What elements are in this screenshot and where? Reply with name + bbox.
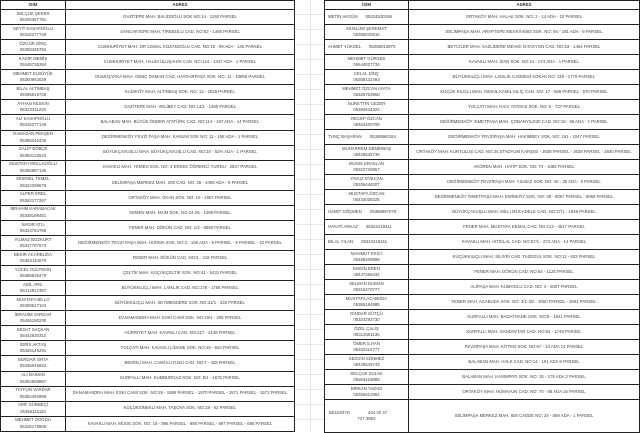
- table-row: [325, 250, 640, 265]
- table-row: [325, 85, 640, 100]
- contact-phone: 05358132493: [353, 77, 380, 82]
- contact-phone: 05442028325: [353, 197, 380, 202]
- header-address: ADRES: [409, 1, 640, 10]
- name-phone-cell: [1, 160, 66, 175]
- name-phone-cell: [1, 175, 66, 190]
- address-cell: DEĞİRMENKÖY FEVZİ PAŞA MAH. HURMA SOK. NO:2 - 156 ADA - 8 PARSEL - 9 PARSEL - 10 PARSEL: [66, 235, 295, 250]
- contact-name: ARİF SÜRBEÇİ: [17, 402, 49, 408]
- address-cell: KÜÇÜK KILIÇLI MAH. İSMAİL KAMİL KILIÇ CAD. NO: 17 - 569 PARSEL - 570 PARSEL: [409, 85, 640, 100]
- contact-name: RECEP ÖZCAN: [351, 115, 382, 121]
- contact-name: HAMİT GÖÇMEN: [328, 208, 362, 214]
- address-cell: SEMEN MAH. NAİM SOK. NO:24-26 - 1489 PARSEL: [66, 205, 295, 220]
- contact-name: SELÇUK SULAK: [350, 370, 383, 376]
- name-phone-cell: [1, 296, 66, 311]
- name-phone-cell: [325, 310, 409, 325]
- contact-name: MUSTAFA BİLLO: [16, 296, 50, 302]
- table-row: [1, 266, 295, 281]
- address-cell: BALABAN MAH. KASIMPATI SOK. NO: 15 - 175 ADA 2 PARSEL: [409, 370, 640, 385]
- address-cell: KURFALLI MAH. BADATHANE SOK. NO:8 - 1621 PARSEL: [409, 310, 640, 325]
- contact-name: TAYFUN VARDAR: [15, 387, 51, 393]
- contact-name: YILMAZ BOZKURT: [14, 236, 52, 242]
- name-phone-cell: [325, 130, 409, 145]
- contact-name: ÖZEL ÇALIŞ: [354, 325, 379, 331]
- address-cell: KURFALLI MAH. SANDAVTAR CAD. NO:84 - 1748 PARSEL: [409, 325, 640, 340]
- table-row: [325, 100, 640, 115]
- address-cell: HÜRRİYET MAH. KAVAKLI CAD. NO:217 - 2148 PARSEL: [66, 326, 295, 341]
- address-cell: KÜÇÜKKILIÇLI MAH. SİLİVRİ CAD. TAZEGÜL SOK. NO:11 - 603 PARSEL: [409, 250, 640, 265]
- table-row: [1, 281, 295, 296]
- contact-phone: 05468209898: [353, 257, 380, 262]
- table-row: [1, 145, 295, 160]
- table-row: [1, 416, 295, 431]
- contact-phone: 05362505867: [19, 378, 47, 384]
- contact-name: ÖMER İLHAN: [353, 340, 380, 346]
- table-row: [1, 190, 295, 205]
- contact-phone: 05464400706: [353, 122, 380, 127]
- table-row: [325, 295, 640, 310]
- belediye-row: [325, 400, 640, 433]
- table-row: [325, 40, 640, 55]
- table-row: [1, 130, 295, 145]
- contact-phone: 05312601135: [353, 332, 380, 337]
- address-cell: BEYCİLER MAH. SAZLIDERE MEVKİİ İSTASYON CAD. NO:63 - 1464 PARSEL: [409, 40, 640, 55]
- contact-name: GALİP BÖBÇE: [18, 146, 48, 152]
- contact-name: MEHMET ELBÜYÜK: [13, 70, 53, 76]
- address-cell: BÜYÜKKILIÇLI MAH. SEYMENDERE SOK. NO:31/1 - 332 PARSEL: [66, 296, 295, 311]
- contact-phone: 05300963029: [19, 77, 47, 83]
- belediye-phone-1: 444 20 47: [368, 409, 388, 415]
- contact-phone: 05325277149: [19, 122, 47, 128]
- contact-phone: 05425549743: [353, 362, 380, 367]
- table-row: [325, 145, 640, 160]
- contact-name: MEHMET ÖZCAN AYATA: [342, 85, 391, 91]
- contact-phone: 05544027734: [353, 62, 380, 67]
- contact-phone: 05363419888: [353, 377, 380, 382]
- address-cell: DEĞİRMENKÖY FEVZİPAŞA MAH. HAKİMBEY SOK. NO: 161 - 1047 PARSEL: [409, 130, 640, 145]
- table-row: [1, 25, 295, 40]
- name-phone-cell: [1, 416, 66, 431]
- table-row: [1, 160, 295, 175]
- name-phone-cell: [1, 266, 66, 281]
- header-name: İSİM: [1, 1, 66, 10]
- name-phone-cell: [325, 265, 409, 280]
- table-header-row: [325, 1, 640, 10]
- name-phone-cell: [325, 385, 409, 400]
- contact-phone: 05383133523: [19, 152, 47, 158]
- contact-phone: 05324418411: [361, 238, 388, 244]
- table-row: [1, 311, 295, 326]
- name-phone-cell: [325, 55, 409, 70]
- name-phone-cell: [1, 386, 66, 401]
- name-phone-cell: [1, 401, 66, 416]
- name-phone-cell: [325, 205, 409, 220]
- name-phone-cell: [325, 190, 409, 205]
- table-row: [325, 310, 640, 325]
- address-cell: YOLÇATI MAH. HACI YATMAZ SOK. NO: 6 - 737 PARSEL: [409, 100, 640, 115]
- name-phone-cell: [1, 55, 66, 70]
- contact-name: SELMAN DUMAN: [349, 280, 384, 286]
- address-cell: ALİPAŞA MAH. KUMHOLU CAD. NO: 4 - 5067 PARSEL: [409, 280, 640, 295]
- address-cell: KAVAKLI MAH. YEMEN SOK. NO: 3 ERKEK ÖĞRENCİ YURDU - 2847 PARSEL: [66, 160, 295, 175]
- contact-name: ALPER EREL: [19, 191, 47, 197]
- contact-name: İDRİS AKTAŞ: [19, 342, 47, 347]
- name-phone-cell: [1, 356, 66, 371]
- table-row: [325, 265, 640, 280]
- contact-phone: 05495619735: [19, 92, 47, 98]
- name-phone-cell: [325, 160, 409, 175]
- table-row: [325, 115, 640, 130]
- table-row: [325, 10, 640, 25]
- address-cell: DEĞİRMENKÖY FEVZİ PAŞA MAH. KANUNİ SOK NO: 11 - 158 ADA - 1 PARSEL: [66, 130, 295, 145]
- name-phone-cell: [1, 40, 66, 55]
- name-phone-cell: [1, 326, 66, 341]
- table-row: [325, 25, 640, 40]
- table-row: [1, 296, 295, 311]
- table-row: [1, 401, 295, 416]
- contact-name: SEYİT KASAPOĞLU: [12, 25, 54, 31]
- name-phone-cell: [325, 295, 409, 310]
- name-phone-cell: [325, 235, 409, 250]
- name-phone-cell: [1, 190, 66, 205]
- name-phone-cell: [325, 340, 409, 355]
- header-address: ADRES: [66, 1, 295, 10]
- table-row: [325, 385, 640, 400]
- address-cell: AKÖREN MAH. HATİP SOK. NO: 74 - 1085 PARSEL: [409, 160, 640, 175]
- address-cell: FENER MAH. DÖKÜN CAD. NO:6 - 218 PARSEL: [66, 251, 295, 266]
- contact-name: ADİL ARIL: [23, 281, 43, 287]
- table-row: [1, 40, 295, 55]
- table-row: [325, 220, 640, 235]
- contact-phone: 05336046652: [19, 363, 47, 369]
- contact-name: DİNDAR SÜTÇÜ: [350, 310, 383, 316]
- address-cell: SELİMPAŞA MAH. ARAPTEPE MEVKİİ 6093 SOK. NO: 94 - 181 ADA - 9 PARSEL: [409, 25, 640, 40]
- contact-name: SERDAR ORTA: [17, 357, 49, 363]
- address-cell: FENER MAH. DÖKÜN CAD. NO: 1/2 - 5850 PARSEL: [66, 220, 295, 235]
- contact-phone: 05426545739: [353, 152, 380, 157]
- table-header-row: [1, 1, 295, 10]
- contact-name: MÜSLÜM ŞEREMAT: [346, 25, 387, 31]
- contact-phone: 05326175908: [19, 423, 47, 429]
- address-cell: ORTAKÖY MAH. HÜMAYUN CAD. NO: 70 - 86 ADA 15 PARSEL: [409, 385, 640, 400]
- contact-phone: 05362177267: [19, 197, 47, 203]
- contact-phone: 05308617104: [19, 303, 47, 309]
- name-phone-cell: [325, 100, 409, 115]
- name-phone-cell: [325, 220, 409, 235]
- table-row: [1, 10, 295, 25]
- name-phone-cell: [325, 40, 409, 55]
- contact-phone: 05358435783: [19, 47, 47, 53]
- contact-name: ALİ BASKIN: [21, 372, 45, 378]
- name-phone-cell: [325, 325, 409, 340]
- contact-name: ENGİN EREN: [353, 265, 380, 271]
- address-cell: FEVZİPAŞA MAH. KİTTEN SOK. NO:67 - 13 ADA 14 PARSEL: [409, 340, 640, 355]
- table-row: [1, 356, 295, 371]
- contact-name: NURETTİN GEZER: [347, 100, 386, 106]
- spreadsheet-column-line: [310, 0, 311, 432]
- name-phone-cell: [1, 281, 66, 296]
- address-cell: DEĞİRMENKÖY İSMETPAŞA MAH. ÇOBANYILDIZI CAD. NO:18 - 56 ADA - 1 PARSEL: [409, 115, 640, 130]
- address-cell: KAVAKLI MAH. MÜGE SOK. NO: 15 - 985 PARSEL - 986 PARSEL - 987 PARSEL - 685 PARSEL: [66, 416, 295, 431]
- address-cell: GÜMÜŞYAKA MAH. GENÇ OSMAN CAD. HAYDARPAŞA SOK. NO: 11 - 10856 PARSEL: [66, 70, 295, 85]
- belediye-name-phone-cell: [325, 400, 409, 433]
- contact-phone: 05426180230: [19, 318, 47, 324]
- contact-name: MUNIS ERASLAN: [348, 160, 385, 166]
- table-row: [1, 341, 295, 356]
- table-row: [1, 70, 295, 85]
- contact-name: MAHMUT EKİCİ: [350, 250, 383, 256]
- contact-phone: 05306446207: [353, 182, 380, 187]
- belediye-phone-2: 727 3863: [357, 416, 376, 421]
- contact-phone: 05348735284: [19, 62, 47, 68]
- table-row: [1, 220, 295, 235]
- contact-name: ÖZGÜR DİNÇ: [19, 40, 47, 46]
- contact-name: SEDAT SAÇKAN: [16, 326, 50, 332]
- table-row: [325, 280, 640, 295]
- contact-phone: 05332415777: [353, 347, 380, 352]
- address-cell: FENER MAH. DÖKÜN CAD. NO:54 - 1125 PARSEL: [409, 265, 640, 280]
- address-cell: GAZİTEPE MAH. VELİBEY CAD. NO:14/1 - 1280 PARSEL: [66, 100, 295, 115]
- contact-phone: 05326763958: [353, 92, 380, 97]
- table-row: [325, 70, 640, 85]
- address-cell: KADIKÖY MAH. ALTINBAŞ SOK. NO: 12 - 2028 PARSEL: [66, 85, 295, 100]
- table-row: [325, 175, 640, 190]
- contact-name: CELAL DİNÇ: [353, 70, 380, 76]
- name-phone-cell: [1, 100, 66, 115]
- contact-phone: 05388835479: [19, 273, 47, 279]
- name-phone-cell: [325, 250, 409, 265]
- contact-phone: 05366240426: [19, 137, 47, 143]
- contact-name: SEZGİN SÖNMEZ: [348, 355, 385, 361]
- belediye-name: BELEDİYE: [329, 409, 351, 415]
- contact-name: AYHAN KESKİN: [17, 101, 49, 106]
- address-cell: BÜYÜKÇAVUŞLU MAH. BÜYÜKÇAVUŞLU CAD. NO:10 - 52% ADA - 1 PARSEL: [66, 145, 295, 160]
- address-cell: CUMHURİYET MAH. HALİM ULUŞAHİN CAD. NO:144 - 1347 ADA - 1 PARSEL: [66, 55, 295, 70]
- contact-name: MUHARREM DEMİRBAŞ: [342, 145, 391, 151]
- address-cell: SANCAKTEPE MAH. TİREBOLU CAD. NO:62 - 1466 PARSEL: [66, 25, 295, 40]
- table-row: [325, 55, 640, 70]
- name-phone-cell: [325, 355, 409, 370]
- address-cell: YOLÇATI MAH. KAVAKLI LİDADE SOK. NO:45 - 943 PARSEL: [66, 341, 295, 356]
- contact-name: MUSTAFA ÖZCAN: [348, 190, 385, 196]
- contact-phone: 05322311232: [20, 107, 46, 113]
- contact-phone: 05412917357: [19, 288, 47, 294]
- name-phone-cell: [1, 341, 66, 356]
- address-cell: ORTAKÖY MAH. OKAN SOK. NO: 10 - 1607 PARSEL: [66, 190, 295, 205]
- contact-phone: 05324418411: [365, 223, 392, 229]
- contact-name: BEKİR ACARBUĞA: [14, 251, 52, 257]
- address-cell: KÜÇÜKSİNEKLİ MAH. TAŞOVA SOK. NO:18 - 62 PARSEL: [66, 401, 295, 416]
- name-phone-cell: [325, 85, 409, 100]
- name-phone-cell: [1, 205, 66, 220]
- contact-name: MUSTAFA ACABUDA: [345, 295, 388, 301]
- table-row: [325, 205, 640, 220]
- contact-phone: 05316270777: [353, 287, 380, 292]
- name-phone-cell: [325, 145, 409, 160]
- table-row: [1, 326, 295, 341]
- contact-name: MEHMET DOĞDU: [15, 417, 51, 423]
- address-cell: BÜYÜKÇAVUŞLU MAH. MİLLİ MÜCADELE CAD. NO:37/1 - 1839 PARSEL: [409, 205, 640, 220]
- contact-phone: 05365887136: [19, 167, 47, 173]
- name-phone-cell: [1, 145, 66, 160]
- name-phone-cell: [1, 115, 66, 130]
- contact-name: METİN AKGÜN: [328, 13, 358, 19]
- table-row: [325, 340, 640, 355]
- table-row: [1, 175, 295, 190]
- address-cell: ORTAKÖY MAH. KURTULUŞ CAD. NO:34 STADYUM KARŞISI - 2638 PARSEL - 2639 PARSEL - 2640 PARSEL: [409, 145, 640, 160]
- table-row: [325, 355, 640, 370]
- contact-phone: 05356612964: [353, 392, 380, 397]
- contact-phone: 05442620312: [19, 333, 47, 339]
- contact-phone: 05355040616: [353, 32, 380, 37]
- left-contact-table: [0, 0, 295, 432]
- address-cell: ORTAKÖY MAH. HALAK SOK. NO: 2 - 14 ADA - 10 PARSEL: [409, 10, 640, 25]
- name-phone-cell: [1, 235, 66, 250]
- contact-name: MURSEL TEMEL: [16, 176, 50, 182]
- table-row: [1, 386, 295, 401]
- address-cell: SELİMPAŞA MERKEZ MAH. 200 CAD. NO: 28 - 1069 ADA - 9 PARSEL: [66, 175, 295, 190]
- contact-name: NADİR ATLI: [21, 221, 45, 227]
- name-phone-cell: [1, 311, 66, 326]
- table-row: [1, 251, 295, 266]
- contact-name: AHMET YÜKSEL: [328, 43, 362, 49]
- contact-phone: 05326145291: [19, 348, 47, 354]
- contact-name: KADİR MEMİŞ: [18, 55, 48, 61]
- contact-phone: 05352492888: [19, 393, 47, 399]
- address-cell: FENER MAH. MUSTAFA KEMAL CAD. NO:213 - 4517 PARSEL: [409, 220, 640, 235]
- address-cell: KAVAKLI MAH. İSTİKLAL CAD. NO:67/1 - 274 ADA - 14 PARSEL: [409, 235, 640, 250]
- address-cell: DEĞİRMENKÖY İSMETPAŞA MAH. EMİNKÖY SOK. NO: 28 - 8067 PARSEL - 8068 PARSEL: [409, 190, 640, 205]
- contact-phone: 05338188481: [19, 212, 47, 218]
- name-phone-cell: [325, 280, 409, 295]
- contact-name: RAMAZAN PEKŞEN: [13, 131, 53, 137]
- contact-name: MEHMET GÜRSES: [347, 55, 386, 61]
- belediye-address-cell: SELİMPAŞA MERKEZ MAH. 808 CADDE NO: 24 - 559 ADA - 1 PARSEL: [409, 400, 640, 433]
- contact-name: YAVUZ EVECAN: [350, 175, 383, 181]
- table-row: [1, 371, 295, 386]
- contact-phone: 05368560184: [369, 133, 396, 139]
- contact-name: BİLAL YILAN: [328, 238, 354, 244]
- table-row: [325, 190, 640, 205]
- contact-phone: 05356115110: [20, 408, 46, 414]
- contact-phone: 05324293730: [353, 317, 380, 322]
- name-phone-cell: [325, 70, 409, 85]
- name-phone-cell: [325, 115, 409, 130]
- contact-phone: 05368897079: [369, 208, 397, 214]
- address-cell: ÇELTİK MAH. KÜÇÜKÇELTİK SOK. NO:41 - 5431 PARSEL: [66, 266, 295, 281]
- table-row: [325, 160, 640, 175]
- table-row: [1, 55, 295, 70]
- address-cell: BALABAN MAH. BÜYÜK ÖNDER ATATÜRK CAD. NO:114 - 197 ADA - 14 PARSEL: [66, 115, 295, 130]
- address-cell: CUMHURİYET MAH. DR CEMAL KOZANOĞLU CAD. NO:19 - 99 ADA - 146 PARSEL: [66, 40, 295, 55]
- contact-phone: 05368184885: [353, 302, 380, 307]
- contact-name: İBRAHİM KARABACAK: [10, 206, 56, 212]
- name-phone-cell: [325, 10, 409, 25]
- address-cell: DANAMANDRA MAH. ESKİ CAMİ SOK. NO:29 - 1569 PARSEL - 1570 PARSEL - 1571 PARSEL - 1572 PARSEL: [66, 386, 295, 401]
- address-cell: BÜYÜKKILIÇLI MAH. LAİKLİK CADDESİ SOKAK NO: 119 - 1779 PARSEL: [409, 70, 640, 85]
- address-cell: KURFALLI MAH. KUMBURGAZ SOK. NO: 5/1 - 1676 PARSEL: [66, 371, 295, 386]
- name-phone-cell: [1, 220, 66, 235]
- table-row: [325, 325, 640, 340]
- table-row: [325, 235, 640, 250]
- address-cell: KAVAKLI MAH. İZAN SOK. NO:21 - 274 ADA - 1 PARSEL: [409, 55, 640, 70]
- contact-name: YÜCEL GÜLTEKİN: [14, 266, 52, 272]
- address-cell: BÜYÜKKILIÇLI MAH. LAİKLİK CAD. NO:179 - 1756 PARSEL: [66, 281, 295, 296]
- contact-name: BİRKAN YADIGI: [350, 385, 383, 391]
- name-phone-cell: [1, 130, 66, 145]
- name-phone-cell: [325, 25, 409, 40]
- header-name: İSİM: [325, 1, 409, 10]
- contact-phone: 05327787673: [19, 242, 47, 248]
- name-phone-cell: [1, 371, 66, 386]
- contact-phone: 05325277749: [19, 32, 47, 38]
- contact-name: BİLAL ALTINBAŞ: [16, 85, 50, 91]
- address-cell: DANAMANDRA MAH. ESKİ CAMİ SOK. NO:19/1 - 208 PARSEL: [66, 311, 295, 326]
- contact-name: ALİ KASAPOĞLU: [15, 116, 51, 122]
- contact-name: TUNÇ BAŞARAN: [328, 133, 362, 139]
- address-cell: BEKİRLİ MAH. CAMİ KUYUSU CAD. NO:7 - 428 PARSEL: [66, 356, 295, 371]
- name-phone-cell: [1, 25, 66, 40]
- name-phone-cell: [1, 10, 66, 25]
- contact-phone: 05324764768: [19, 227, 47, 233]
- table-row: [1, 115, 295, 130]
- contact-phone: 05362110678: [20, 258, 46, 264]
- contact-phone: 05394634324: [353, 107, 380, 112]
- table-row: [1, 235, 295, 250]
- name-phone-cell: [325, 370, 409, 385]
- contact-phone: 05068013970: [369, 43, 396, 49]
- contact-phone: 05324530195: [365, 13, 392, 19]
- address-cell: GAZİTEPE MAH. BALIDOĞLU SOK NO:14 - 1192 PARSEL: [66, 10, 295, 25]
- name-phone-cell: [325, 175, 409, 190]
- name-phone-cell: [1, 70, 66, 85]
- contact-name: HAYATİ ARKAZ: [328, 223, 358, 229]
- name-phone-cell: [1, 85, 66, 100]
- address-cell: DEĞİRMENKÖY FEVZİPAŞA MAH. YILMAZ SOK. NO: 45 - 35 ADA - 9 PARSEL: [409, 175, 640, 190]
- contact-name: İBRAHİM VARDAR: [14, 311, 52, 317]
- contact-phone: 05326367781: [19, 17, 47, 23]
- table-row: [1, 85, 295, 100]
- contact-name: MUSTAFA MOLLAOĞLU: [9, 161, 57, 167]
- contact-phone: 05447269434: [353, 272, 380, 277]
- right-contact-table: [324, 0, 640, 433]
- contact-name: SELÇUK ŞEKER: [16, 10, 50, 16]
- table-row: [1, 205, 295, 220]
- table-row: [325, 370, 640, 385]
- table-row: [325, 130, 640, 145]
- table-row: [1, 100, 295, 115]
- contact-phone: 05322726857: [353, 167, 380, 172]
- address-cell: FENER MAH. ACABUDA SOK. NO: 3/1-3/2 - 3050 PARSEL - 3051 PARSEL: [409, 295, 640, 310]
- contact-phone: 05322299678: [19, 182, 47, 188]
- name-phone-cell: [1, 251, 66, 266]
- address-cell: BALABAN MAH. HALK CAD. NO:14 - 191 ADA 9 PARSEL: [409, 355, 640, 370]
